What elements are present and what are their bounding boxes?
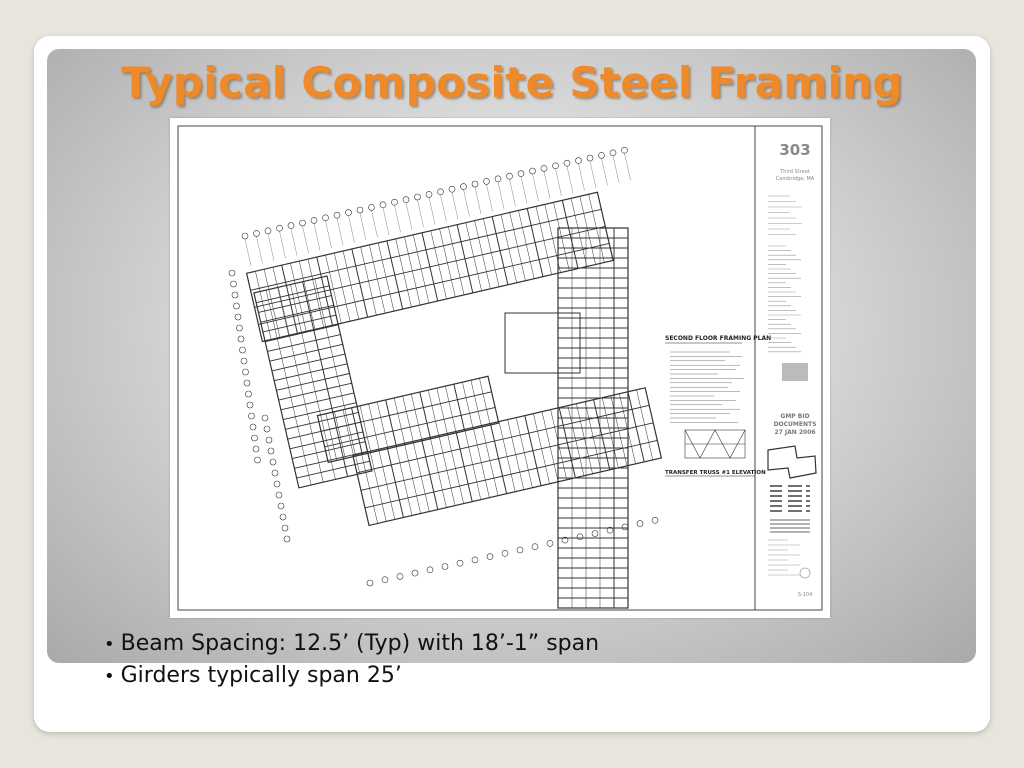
project-address-2: Cambridge, MA	[775, 176, 815, 182]
framing-plan-drawing	[170, 118, 830, 618]
bullet-text: Girders typically span 25’	[120, 663, 402, 688]
project-address-1: Third Street	[780, 169, 810, 175]
issue-line-2: DOCUMENTS	[773, 421, 817, 428]
bullet-dot-icon: •	[104, 666, 115, 687]
slide-title: Typical Composite Steel Framing	[121, 58, 903, 107]
bullet-item	[104, 628, 599, 660]
plan-title: SECOND FLOOR FRAMING PLAN	[665, 335, 772, 342]
project-number: 303	[779, 141, 811, 159]
elevation-title: TRANSFER TRUSS #1 ELEVATION	[665, 470, 766, 476]
sheet-number: S-104	[797, 592, 813, 598]
issue-line-1: GMP BID	[780, 413, 810, 420]
bullet-text: Beam Spacing: 12.5’ (Typ) with 18’-1” span	[120, 631, 600, 656]
bullet-item	[104, 660, 599, 692]
issue-line-3: 27 JAN 2006	[774, 429, 816, 436]
bullet-dot-icon: •	[104, 634, 115, 655]
bullet-list	[104, 628, 599, 692]
